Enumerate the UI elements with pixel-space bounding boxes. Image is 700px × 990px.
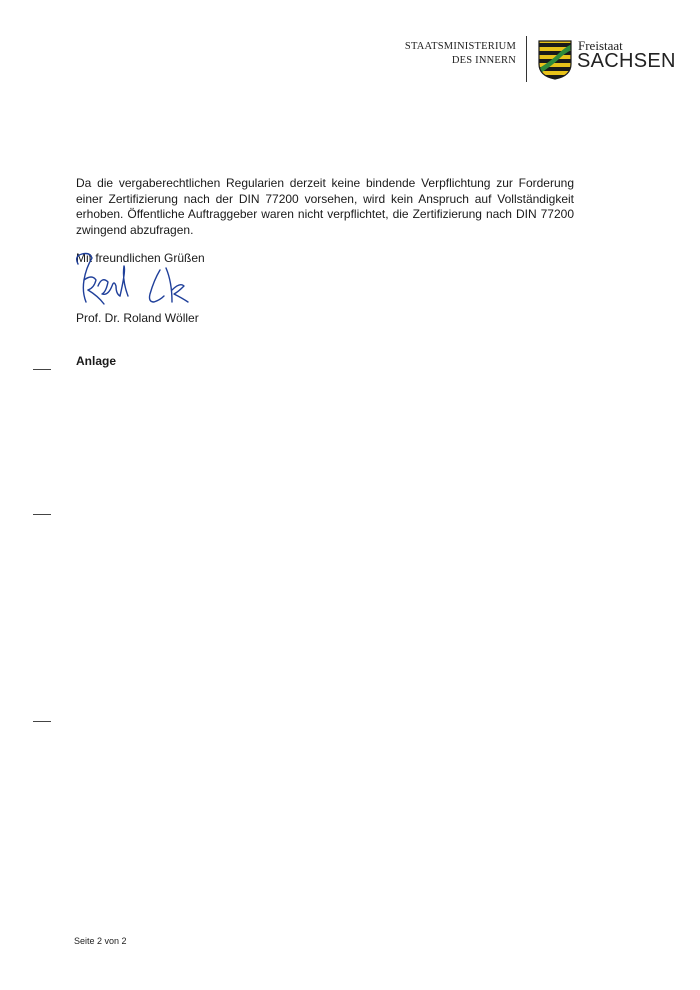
closing-salutation: Mit freundlichen Grüßen [76,251,205,265]
hole-punch-mark [33,514,51,515]
header-divider [526,36,527,82]
attachment-label: Anlage [76,354,117,368]
fold-mark-bottom [33,721,51,722]
page-number: Seite 2 von 2 [74,936,127,946]
ministry-name [405,40,516,68]
ministry-line-1: STAATSMINISTERIUM [404,41,516,52]
signature-icon [68,246,208,320]
ministry-line-2: DES INNERN [451,55,516,66]
fold-mark-top [33,369,51,370]
state-word: Freistaat [578,38,623,53]
coat-of-arms-icon [538,40,572,80]
letter-paragraph: Da die vergaberechtlichen Regularien derzeit keine bindende Verpflichtung zur Forderung einer Zertifizierung nach der DIN 77200 vorsehen, wird kein Anspruch auf Vollständigkeit erhoben. Öffentliche Auftraggeber waren nicht verpflichtet, die Zertifizierung nach DIN 77200 zwingend abzufragen. [76,176,574,237]
signer-name: Prof. Dr. Roland Wöller [76,311,199,325]
state-name: SACHSEN [577,50,676,72]
